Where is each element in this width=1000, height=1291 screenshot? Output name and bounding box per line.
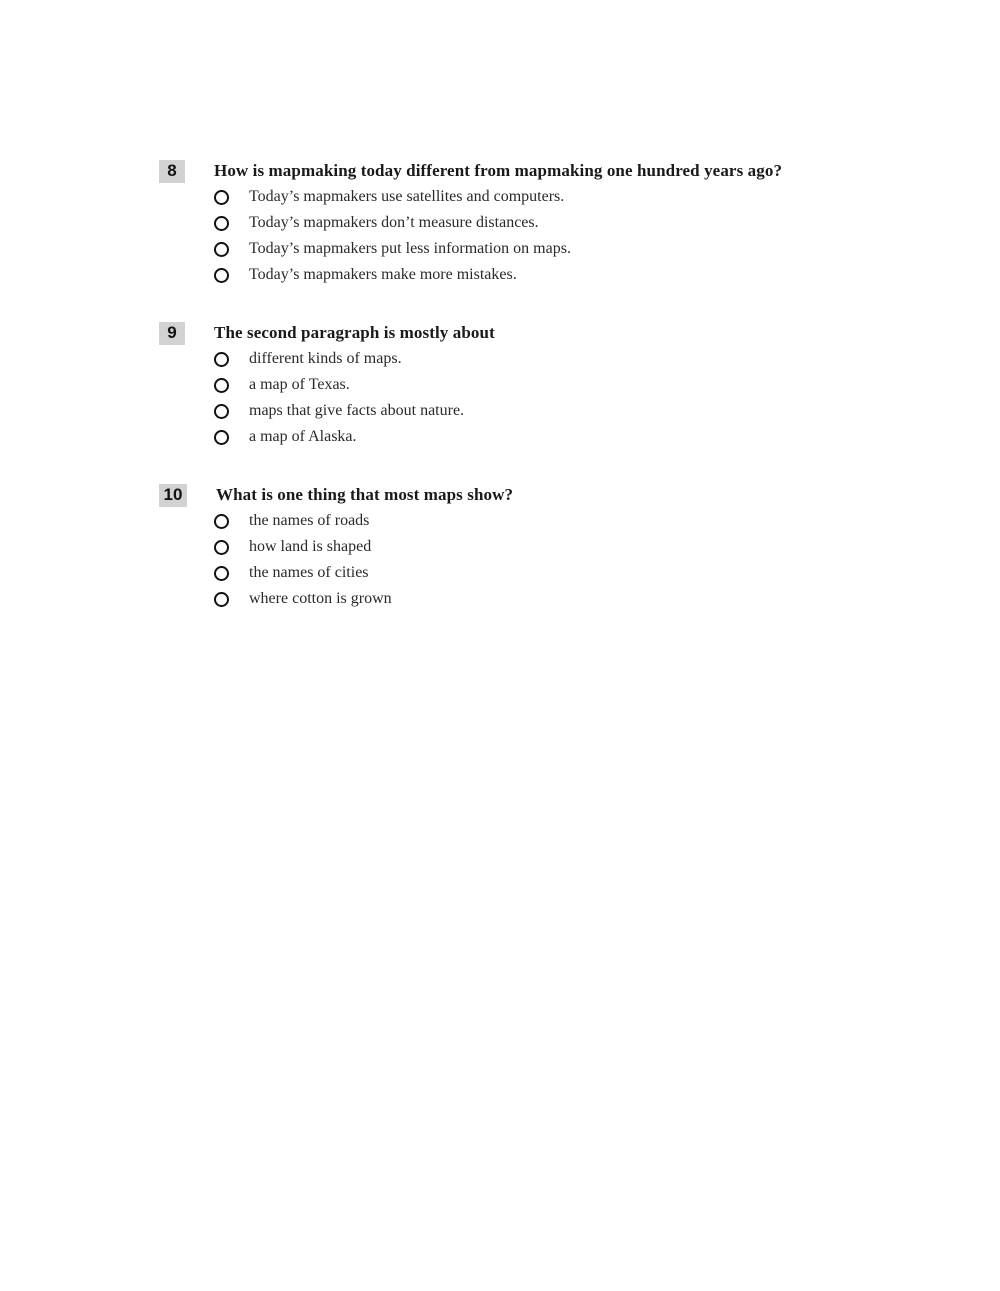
radio-button-icon[interactable] — [214, 430, 229, 445]
answer-option[interactable] — [214, 184, 859, 210]
question-number: 10 — [159, 484, 187, 507]
radio-button-icon[interactable] — [214, 242, 229, 257]
answer-option[interactable] — [214, 398, 859, 424]
radio-button-icon[interactable] — [214, 566, 229, 581]
answer-option[interactable] — [214, 560, 859, 586]
question-10 — [159, 482, 859, 612]
question-8 — [159, 158, 859, 288]
option-label: how land is shaped — [249, 538, 372, 555]
answer-option[interactable] — [214, 262, 859, 288]
option-label: the names of cities — [249, 564, 369, 581]
question-number: 8 — [159, 160, 185, 183]
option-label: a map of Texas. — [249, 376, 350, 393]
answer-option[interactable] — [214, 508, 859, 534]
answer-options — [214, 184, 859, 288]
option-label: maps that give facts about nature. — [249, 402, 465, 419]
radio-button-icon[interactable] — [214, 268, 229, 283]
answer-option[interactable] — [214, 586, 859, 612]
radio-button-icon[interactable] — [214, 352, 229, 367]
radio-button-icon[interactable] — [214, 540, 229, 555]
question-9 — [159, 320, 859, 450]
radio-button-icon[interactable] — [214, 514, 229, 529]
option-label: different kinds of maps. — [249, 350, 402, 367]
answer-options — [214, 346, 859, 450]
option-label: where cotton is grown — [249, 590, 392, 607]
option-label: Today’s mapmakers make more mistakes. — [249, 266, 517, 283]
option-label: Today’s mapmakers use satellites and computers. — [249, 188, 565, 205]
question-header — [159, 482, 859, 508]
option-label: Today’s mapmakers put less information on maps. — [249, 240, 571, 257]
question-header — [159, 320, 859, 346]
answer-option[interactable] — [214, 236, 859, 262]
radio-button-icon[interactable] — [214, 190, 229, 205]
question-text: How is mapmaking today different from mapmaking one hundred years ago? — [214, 161, 783, 180]
answer-option[interactable] — [214, 372, 859, 398]
answer-option[interactable] — [214, 424, 859, 450]
answer-option[interactable] — [214, 346, 859, 372]
answer-option[interactable] — [214, 210, 859, 236]
radio-button-icon[interactable] — [214, 404, 229, 419]
radio-button-icon[interactable] — [214, 216, 229, 231]
question-text: The second paragraph is mostly about — [214, 323, 495, 342]
option-label: a map of Alaska. — [249, 428, 357, 445]
answer-option[interactable] — [214, 534, 859, 560]
radio-button-icon[interactable] — [214, 378, 229, 393]
question-header — [159, 158, 859, 184]
question-number: 9 — [159, 322, 185, 345]
option-label: the names of roads — [249, 512, 370, 529]
question-text: What is one thing that most maps show? — [216, 485, 514, 504]
option-label: Today’s mapmakers don’t measure distances. — [249, 214, 539, 231]
answer-options — [214, 508, 859, 612]
radio-button-icon[interactable] — [214, 592, 229, 607]
